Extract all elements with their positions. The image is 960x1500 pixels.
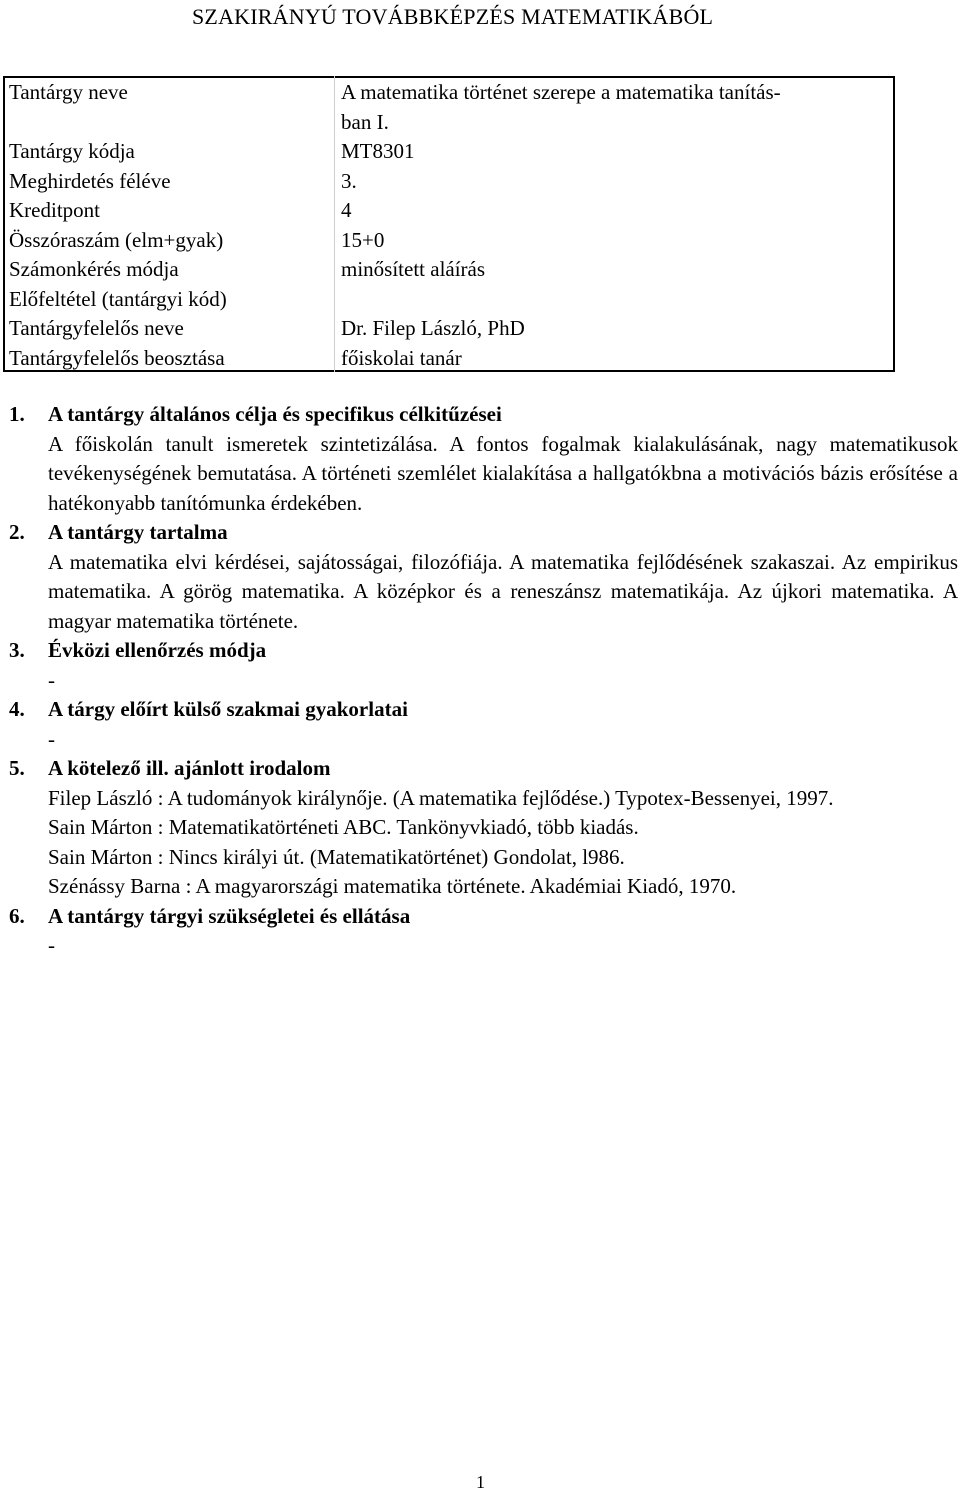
reference-item: Sain Márton : Nincs királyi út. (Matematikatörténet) Gondolat, l986. [48,844,625,869]
table-row [3,226,897,256]
row-value: Dr. Filep László, PhD [341,316,525,340]
row-value: MT8301 [341,139,415,163]
table-row [3,285,897,315]
section-heading [0,636,960,666]
reference-item: Filep László : A tudományok királynője. (A matematika fejlődése.) Typotex-Bessenyei, 1997. [48,785,834,810]
section-number: 1. [9,402,25,426]
row-label: Összóraszám (elm+gyak) [9,227,224,252]
section-heading [0,902,960,932]
section-heading [0,518,960,548]
section-number: 6. [9,903,25,928]
section-empty-dash: - [48,933,55,957]
table-row [3,196,897,226]
section-body [48,430,958,519]
section-title: A tantárgy általános célja és specifikus célkitűzései [48,402,502,426]
row-value: 4 [341,198,352,222]
page-number: 1 [476,1472,485,1492]
table-row [3,344,897,376]
row-value-line: ban I. [341,109,389,134]
row-label: Tantárgyfelelős beosztása [9,345,225,370]
section-number: 3. [9,638,25,662]
reference-list [48,784,958,902]
table-row [3,314,897,344]
document-title: SZAKIRÁNYÚ TOVÁBBKÉPZÉS MATEMATIKÁBÓL [192,4,714,29]
row-label: Tantárgy neve [9,80,128,104]
section-title: A kötelező ill. ajánlott irodalom [48,756,331,780]
reference-item: Szénássy Barna : A magyarországi matematika története. Akadémiai Kiadó, 1970. [48,874,737,898]
section-number: 5. [9,756,25,780]
table-row [3,167,897,197]
row-value [335,76,897,137]
table-row [3,76,897,137]
row-value: főiskolai tanár [341,345,462,370]
reference-item: Sain Márton : Matematikatörténeti ABC. Tankönyvkiadó, több kiadás. [48,815,639,839]
row-value-line: A matematika történet szerepe a matematika tanítás- [341,80,781,104]
table-row [3,255,897,285]
section-text: A főiskolán tanult ismeretek szintetizálása. A fontos fogalmak kialakulásának, nagy matematikusok tevékenységének bemutatása. A történeti szemlélet kialakítása a hallgatókbna a motivációs bázis erősítése a hatékonyabb tanítómunka érdekében. [48,431,958,515]
section-title: A tantárgy tartalma [48,520,228,544]
section-heading [0,695,960,725]
row-label: Számonkérés módja [9,257,179,281]
section-text: A matematika elvi kérdései, sajátosságai, filozófiája. A matematika fejlődésének szakaszai. Az empirikus matematika. A görög matematika. A középkor és a reneszánsz matematikája. Az újkori matematika. A magyar matematika története. [48,549,958,633]
section-number: 2. [9,520,25,544]
section-heading [0,400,960,430]
row-label: Tantárgyfelelős neve [9,316,184,340]
section-empty-dash: - [48,726,55,751]
sections [0,400,960,961]
section-title: A tantárgy tárgyi szükségletei és ellátása [48,903,411,928]
table-row [3,137,897,167]
section-heading [0,754,960,784]
section-body [48,548,958,637]
row-label: Meghirdetés féléve [9,168,171,193]
row-value [335,285,897,315]
section-empty-dash: - [48,667,55,692]
row-label: Előfeltétel (tantárgyi kód) [9,286,227,311]
row-value: minősített aláírás [341,257,486,281]
section-title: Évközi ellenőrzés módja [48,638,267,662]
section-title: A tárgy előírt külső szakmai gyakorlatai [48,697,408,721]
row-value: 3. [341,168,357,193]
row-value: 15+0 [341,227,385,252]
row-label: Kreditpont [9,198,100,222]
section-number: 4. [9,697,25,721]
row-label: Tantárgy kódja [9,139,135,163]
course-info-table [3,76,897,375]
